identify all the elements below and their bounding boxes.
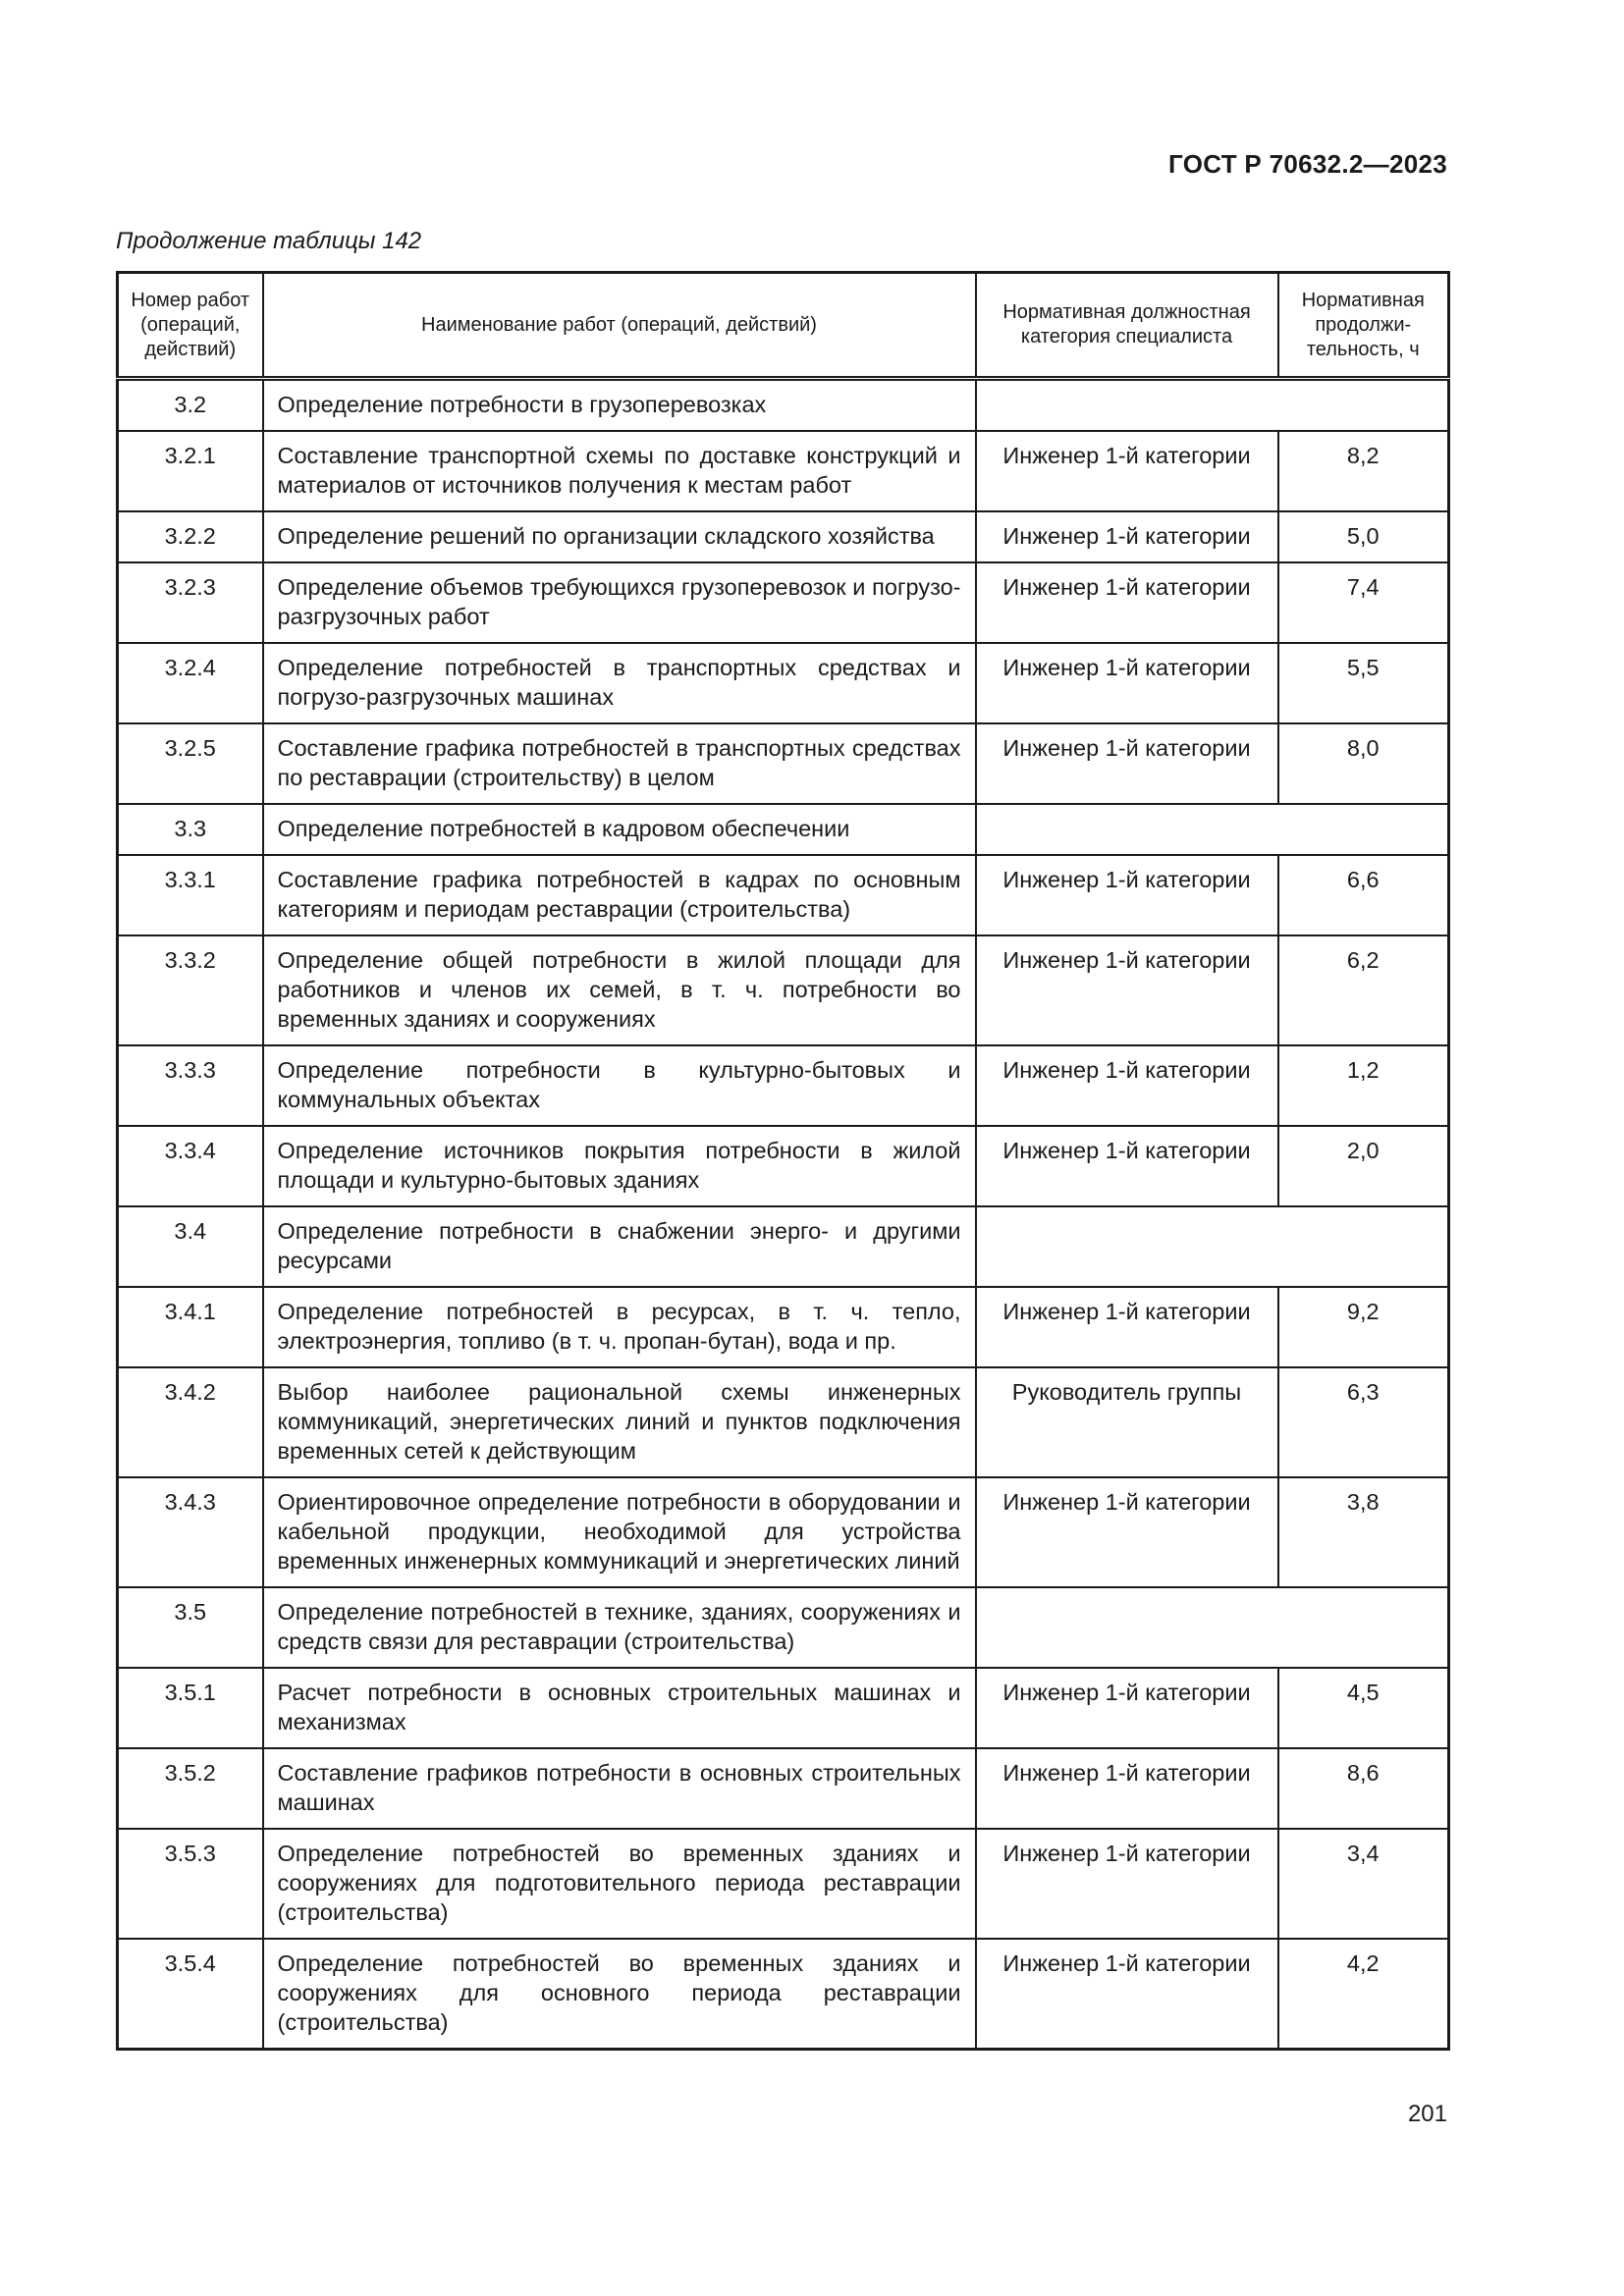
cell-specialist-category: Инженер 1-й категории	[976, 855, 1278, 935]
table-body	[118, 379, 1449, 2050]
cell-work-name: Определение потребности в культурно-бытовых и коммунальных объектах	[263, 1045, 976, 1126]
cell-empty	[976, 1206, 1449, 1287]
cell-duration: 6,6	[1278, 855, 1449, 935]
cell-specialist-category: Инженер 1-й категории	[976, 431, 1278, 511]
table-row	[118, 1045, 1449, 1126]
cell-work-name: Составление графика потребностей в кадрах по основным категориям и периодам реставрации (строительства)	[263, 855, 976, 935]
cell-work-name: Определение общей потребности в жилой площади для работников и членов их семей, в т. ч. потребности во временных зданиях и сооружениях	[263, 935, 976, 1045]
table-row	[118, 643, 1449, 723]
norms-table	[116, 271, 1450, 2051]
cell-specialist-category: Инженер 1-й категории	[976, 1939, 1278, 2050]
cell-work-name: Расчет потребности в основных строительных машинах и механизмах	[263, 1668, 976, 1748]
table-row	[118, 935, 1449, 1045]
cell-specialist-category: Инженер 1-й категории	[976, 1126, 1278, 1206]
cell-specialist-category: Инженер 1-й категории	[976, 1748, 1278, 1829]
table-row	[118, 1829, 1449, 1939]
cell-work-name: Определение потребности в грузоперевозках	[263, 379, 976, 432]
table-header-row	[118, 273, 1449, 379]
cell-work-name: Составление графиков потребности в основных строительных машинах	[263, 1748, 976, 1829]
table-section-row	[118, 804, 1449, 855]
table-row	[118, 562, 1449, 643]
cell-duration: 8,0	[1278, 723, 1449, 804]
cell-work-number: 3.4	[118, 1206, 263, 1287]
cell-work-number: 3.5.4	[118, 1939, 263, 2050]
cell-work-number: 3.2.4	[118, 643, 263, 723]
cell-work-number: 3.5.2	[118, 1748, 263, 1829]
cell-work-number: 3.3.3	[118, 1045, 263, 1126]
cell-duration: 3,4	[1278, 1829, 1449, 1939]
cell-duration: 5,0	[1278, 511, 1449, 562]
table-row	[118, 511, 1449, 562]
cell-specialist-category: Инженер 1-й категории	[976, 1045, 1278, 1126]
cell-duration: 8,2	[1278, 431, 1449, 511]
cell-work-name: Ориентировочное определение потребности в оборудовании и кабельной продукции, необходимой для устройства временных инженерных коммуникаций и энергетических линий	[263, 1477, 976, 1587]
table-section-row	[118, 1587, 1449, 1668]
table-caption: Продолжение таблицы 142	[116, 228, 422, 254]
page-number: 201	[1407, 2101, 1447, 2127]
cell-empty	[976, 804, 1449, 855]
table-row	[118, 1939, 1449, 2050]
cell-duration: 2,0	[1278, 1126, 1449, 1206]
document-id: ГОСТ Р 70632.2—2023	[1168, 149, 1447, 179]
table-row	[118, 431, 1449, 511]
cell-work-number: 3.3.1	[118, 855, 263, 935]
table-container	[116, 271, 1447, 2051]
cell-work-name: Определение источников покрытия потребности в жилой площади и культурно-бытовых зданиях	[263, 1126, 976, 1206]
cell-work-number: 3.5.1	[118, 1668, 263, 1748]
cell-specialist-category: Руководитель группы	[976, 1367, 1278, 1477]
cell-work-number: 3.2.3	[118, 562, 263, 643]
cell-work-number: 3.3.2	[118, 935, 263, 1045]
column-header-duration: Нормативная продолжи- тельность, ч	[1278, 273, 1449, 379]
cell-empty	[976, 379, 1449, 432]
cell-empty	[976, 1587, 1449, 1668]
cell-work-number: 3.4.3	[118, 1477, 263, 1587]
cell-work-name: Определение потребностей в транспортных средствах и погрузо-разгрузочных машинах	[263, 643, 976, 723]
cell-work-number: 3.2	[118, 379, 263, 432]
table-row	[118, 1287, 1449, 1367]
cell-work-number: 3.3	[118, 804, 263, 855]
cell-work-number: 3.5	[118, 1587, 263, 1668]
column-header-name: Наименование работ (операций, действий)	[263, 273, 976, 379]
cell-specialist-category: Инженер 1-й категории	[976, 511, 1278, 562]
table-row	[118, 1126, 1449, 1206]
cell-duration: 3,8	[1278, 1477, 1449, 1587]
cell-duration: 8,6	[1278, 1748, 1449, 1829]
column-header-category: Нормативная должностная категория специалиста	[976, 273, 1278, 379]
table-row	[118, 855, 1449, 935]
cell-duration: 6,2	[1278, 935, 1449, 1045]
cell-work-name: Определение потребностей в ресурсах, в т. ч. тепло, электроэнергия, топливо (в т. ч. пропан-бутан), вода и пр.	[263, 1287, 976, 1367]
cell-work-number: 3.3.4	[118, 1126, 263, 1206]
cell-specialist-category: Инженер 1-й категории	[976, 723, 1278, 804]
cell-work-number: 3.2.2	[118, 511, 263, 562]
table-row	[118, 1668, 1449, 1748]
cell-work-name: Определение потребностей во временных зданиях и сооружениях для подготовительного периода реставрации (строительства)	[263, 1829, 976, 1939]
cell-duration: 5,5	[1278, 643, 1449, 723]
table-row	[118, 1477, 1449, 1587]
cell-work-name: Определение потребности в снабжении энерго- и другими ресурсами	[263, 1206, 976, 1287]
table-section-row	[118, 379, 1449, 432]
cell-work-name: Выбор наиболее рациональной схемы инженерных коммуникаций, энергетических линий и пунктов подключения временных сетей к действующим	[263, 1367, 976, 1477]
cell-work-name: Определение потребностей во временных зданиях и сооружениях для основного периода реставрации (строительства)	[263, 1939, 976, 2050]
cell-duration: 9,2	[1278, 1287, 1449, 1367]
cell-work-name: Определение потребностей в технике, зданиях, сооружениях и средств связи для реставрации (строительства)	[263, 1587, 976, 1668]
cell-specialist-category: Инженер 1-й категории	[976, 1287, 1278, 1367]
cell-specialist-category: Инженер 1-й категории	[976, 1477, 1278, 1587]
table-section-row	[118, 1206, 1449, 1287]
cell-duration: 1,2	[1278, 1045, 1449, 1126]
table-row	[118, 723, 1449, 804]
cell-specialist-category: Инженер 1-й категории	[976, 562, 1278, 643]
cell-work-name: Определение решений по организации складского хозяйства	[263, 511, 976, 562]
cell-work-name: Определение потребностей в кадровом обеспечении	[263, 804, 976, 855]
cell-work-name: Составление транспортной схемы по доставке конструкций и материалов от источников получения к местам работ	[263, 431, 976, 511]
cell-duration: 4,5	[1278, 1668, 1449, 1748]
cell-work-number: 3.4.1	[118, 1287, 263, 1367]
cell-work-number: 3.4.2	[118, 1367, 263, 1477]
cell-work-number: 3.5.3	[118, 1829, 263, 1939]
cell-duration: 4,2	[1278, 1939, 1449, 2050]
table-row	[118, 1367, 1449, 1477]
cell-specialist-category: Инженер 1-й категории	[976, 1829, 1278, 1939]
cell-work-name: Определение объемов требующихся грузоперевозок и погрузо-разгрузочных работ	[263, 562, 976, 643]
cell-specialist-category: Инженер 1-й категории	[976, 935, 1278, 1045]
cell-duration: 7,4	[1278, 562, 1449, 643]
cell-work-number: 3.2.1	[118, 431, 263, 511]
cell-work-name: Составление графика потребностей в транспортных средствах по реставрации (строительству) в целом	[263, 723, 976, 804]
cell-work-number: 3.2.5	[118, 723, 263, 804]
cell-specialist-category: Инженер 1-й категории	[976, 1668, 1278, 1748]
cell-specialist-category: Инженер 1-й категории	[976, 643, 1278, 723]
table-row	[118, 1748, 1449, 1829]
cell-duration: 6,3	[1278, 1367, 1449, 1477]
column-header-number: Номер работ (операций, действий)	[118, 273, 263, 379]
